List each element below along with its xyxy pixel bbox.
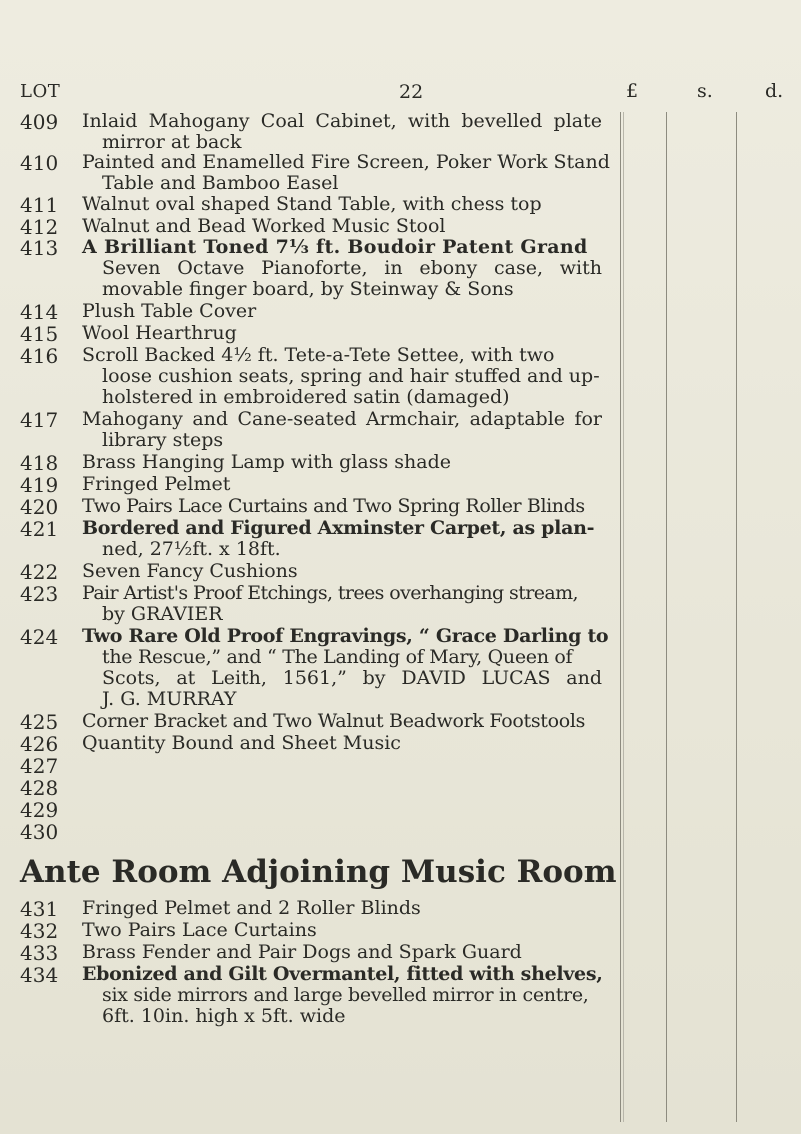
lot-number: 431	[20, 897, 59, 921]
shillings-column-heading: s.	[697, 80, 713, 102]
lot-number: 426	[20, 732, 59, 756]
lot-number: 421	[20, 517, 59, 541]
lot-number: 434	[20, 963, 59, 987]
lot-description-line: ned, 27½ft. x 18ft.	[102, 538, 281, 560]
lot-description-line: the Rescue,” and “ The Landing of Mary, Queen of	[102, 646, 573, 668]
lot-description	[82, 111, 602, 153]
lot-number: 414	[20, 300, 59, 324]
lot-description	[82, 323, 602, 344]
price-column-rule	[620, 112, 621, 1122]
lot-description-line: by GRAVIER	[102, 603, 223, 625]
lot-description	[82, 518, 602, 560]
pounds-column-heading: £	[626, 80, 639, 102]
lot-number: 419	[20, 473, 59, 497]
lot-description-line: Fringed Pelmet and 2 Roller Blinds	[82, 897, 421, 919]
lot-description-line: movable finger board, by Steinway & Sons	[102, 278, 514, 300]
page-number: 22	[399, 81, 424, 103]
lot-description	[82, 301, 602, 322]
lot-number: 428	[20, 776, 59, 800]
lot-description-line: Corner Bracket and Two Walnut Beadwork Footstools	[82, 710, 586, 732]
lot-description	[82, 561, 602, 582]
lot-description-line: Fringed Pelmet	[82, 473, 231, 495]
lot-description-line: 6ft. 10in. high x 5ft. wide	[102, 1005, 346, 1027]
lot-number: 427	[20, 754, 59, 778]
lot-number: 429	[20, 798, 59, 822]
lot-number: 422	[20, 560, 59, 584]
lot-number: 417	[20, 408, 59, 432]
lot-description	[82, 733, 602, 754]
lot-description	[82, 409, 602, 451]
price-column-rule	[736, 112, 737, 1122]
lot-description-line: Bordered and Figured Axminster Carpet, as plan-	[82, 517, 595, 539]
lot-number: 413	[20, 236, 59, 260]
lot-number: 433	[20, 941, 59, 965]
section-heading: Ante Room Adjoining Music Room	[20, 854, 617, 890]
lot-number: 415	[20, 322, 59, 346]
lot-description-line: Two Rare Old Proof Engravings, “ Grace Darling to	[82, 625, 609, 647]
lot-description-line: Walnut oval shaped Stand Table, with chess top	[82, 193, 542, 215]
lot-description	[82, 496, 602, 517]
price-column-rule	[623, 112, 624, 1122]
lot-number: 423	[20, 582, 59, 606]
lot-number: 424	[20, 625, 59, 649]
lot-description-line: Two Pairs Lace Curtains	[82, 919, 317, 941]
lot-description	[82, 345, 602, 408]
lot-description-line: holstered in embroidered satin (damaged)	[102, 386, 510, 408]
lot-description-line: Plush Table Cover	[82, 300, 257, 322]
pence-column-heading: d.	[765, 80, 784, 102]
lot-description-line: Table and Bamboo Easel	[102, 172, 339, 194]
lot-description-line: Brass Hanging Lamp with glass shade	[82, 451, 451, 473]
lot-number: 412	[20, 215, 59, 239]
lot-description-line: A Brilliant Toned 7⅓ ft. Boudoir Patent Grand	[82, 236, 588, 258]
lot-column-heading: LOT	[20, 81, 61, 102]
lot-description-line: Scots, at Leith, 1561,” by DAVID LUCAS and	[102, 667, 602, 689]
lot-description-line: Brass Fender and Pair Dogs and Spark Guard	[82, 941, 522, 963]
price-column-rule	[666, 112, 667, 1122]
lot-description-line: mirror at back	[102, 131, 242, 153]
lot-description-line: Seven Fancy Cushions	[82, 560, 298, 582]
lot-description	[82, 583, 602, 625]
lot-description-line: loose cushion seats, spring and hair stuffed and up-	[102, 365, 600, 387]
lot-description-line: six side mirrors and large bevelled mirror in centre,	[102, 984, 589, 1006]
lot-description-line: Painted and Enamelled Fire Screen, Poker Work Stand	[82, 151, 610, 173]
lot-description-line: library steps	[102, 429, 224, 451]
lot-description-line: Ebonized and Gilt Overmantel, fitted with shelves,	[82, 963, 603, 985]
lot-number: 409	[20, 110, 59, 134]
lot-number: 430	[20, 820, 59, 844]
lot-description-line: Pair Artist's Proof Etchings, trees overhanging stream,	[82, 582, 578, 604]
lot-description	[82, 474, 602, 495]
lot-number: 416	[20, 344, 59, 368]
lot-description	[82, 942, 602, 963]
lot-number: 410	[20, 151, 59, 175]
lot-description-line: Inlaid Mahogany Coal Cabinet, with bevelled plate	[82, 110, 602, 132]
lot-number: 425	[20, 710, 59, 734]
lot-description	[82, 625, 609, 710]
lot-description	[82, 194, 602, 215]
lot-description	[82, 151, 610, 194]
lot-description-line: Scroll Backed 4½ ft. Tete-a-Tete Settee, with two	[82, 344, 555, 366]
lot-description-line: Quantity Bound and Sheet Music	[82, 732, 401, 754]
lot-description	[82, 920, 602, 941]
lot-description-line: Mahogany and Cane-seated Armchair, adaptable for	[82, 408, 602, 430]
lot-description-line: Two Pairs Lace Curtains and Two Spring Roller Blinds	[82, 495, 585, 517]
lot-description-line: Wool Hearthrug	[82, 322, 237, 344]
lot-description	[82, 964, 602, 1027]
lot-description-line: J. G. MURRAY	[102, 688, 237, 710]
lot-number: 411	[20, 193, 59, 217]
lot-number: 432	[20, 919, 59, 943]
lot-description-line: Seven Octave Pianoforte, in ebony case, with	[102, 257, 602, 279]
lot-description-line: Walnut and Bead Worked Music Stool	[82, 215, 446, 237]
lot-description	[82, 216, 602, 237]
lot-number: 420	[20, 495, 59, 519]
lot-description	[82, 237, 602, 300]
lot-description	[82, 711, 602, 732]
lot-description	[82, 452, 602, 473]
lot-number: 418	[20, 451, 59, 475]
lot-description	[82, 898, 602, 919]
